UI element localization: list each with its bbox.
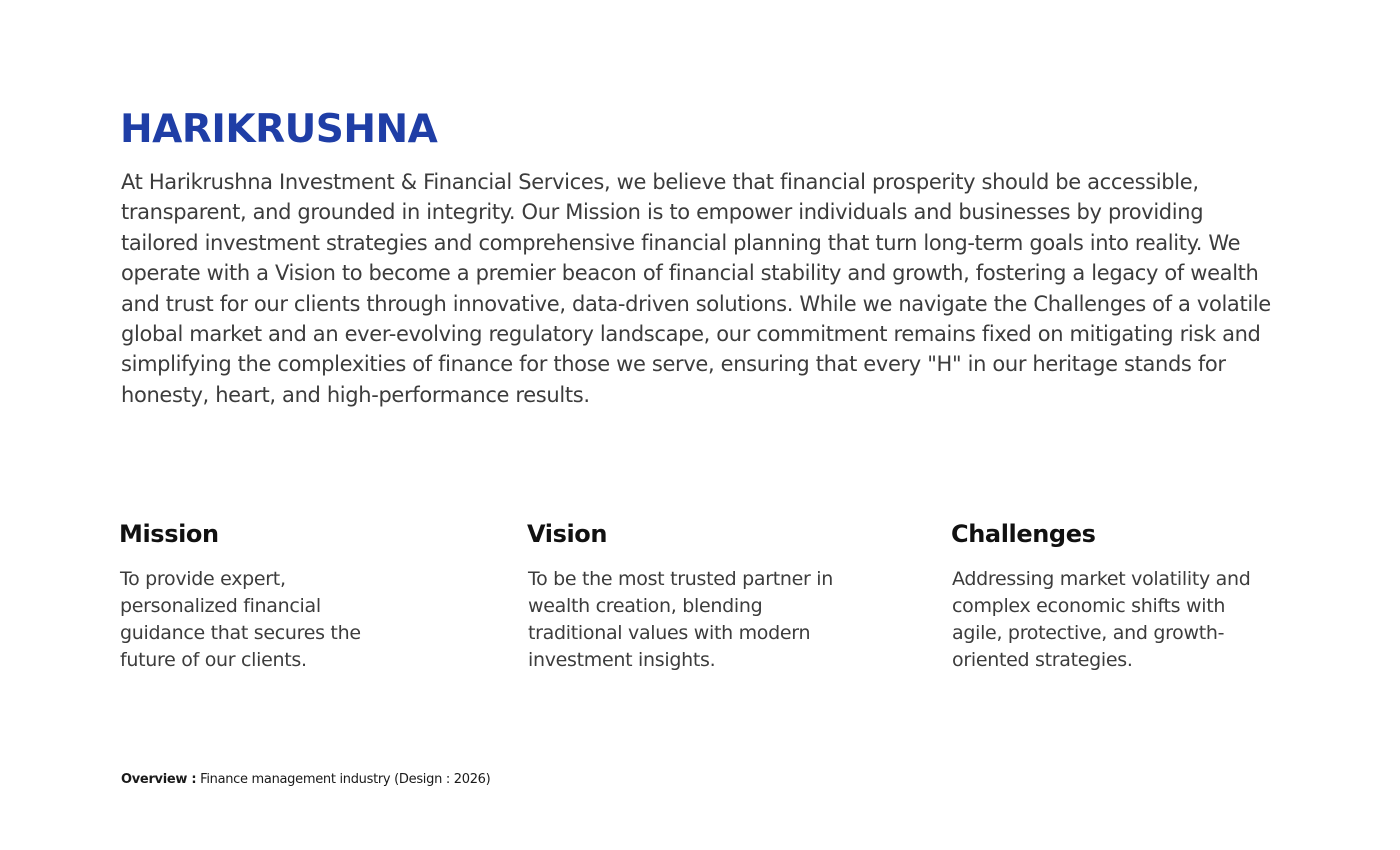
vision-text: To be the most trusted partner in wealth creation, blending traditional values with modern investment insights. <box>528 568 833 671</box>
challenges-section <box>951 518 1252 674</box>
challenges-text: Addressing market volatility and complex economic shifts with agile, protective, and growth-oriented strategies. <box>952 568 1251 671</box>
footer-overview <box>121 771 490 789</box>
mission-section <box>119 518 395 674</box>
footer-label: Overview : <box>121 772 197 787</box>
vision-heading: Vision <box>527 520 608 548</box>
intro-paragraph: At Harikrushna Investment & Financial Services, we believe that financial prosperity should be accessible, transparent, and grounded in integrity. Our Mission is to empower individuals and businesses by providing tailored investment strategies and comprehensive financial planning that turn long-term goals into reality. We operate with a Vision to become a premier beacon of financial stability and growth, fostering a legacy of wealth and trust for our clients through innovative, data-driven solutions. While we navigate the Challenges of a volatile global market and an ever-evolving regulatory landscape, our commitment remains fixed on mitigating risk and simplifying the complexities of finance for those we serve, ensuring that every "H" in our heritage stands for honesty, heart, and high-performance results. <box>121 170 1271 407</box>
vision-section <box>527 518 846 674</box>
mission-text: To provide expert, personalized financial guidance that secures the future of our clients. <box>120 568 361 671</box>
brand-title: HARIKRUSHNA <box>120 107 438 152</box>
footer-text: Finance management industry (Design : 2026) <box>196 772 491 787</box>
mission-heading: Mission <box>119 520 219 548</box>
challenges-heading: Challenges <box>951 520 1096 548</box>
